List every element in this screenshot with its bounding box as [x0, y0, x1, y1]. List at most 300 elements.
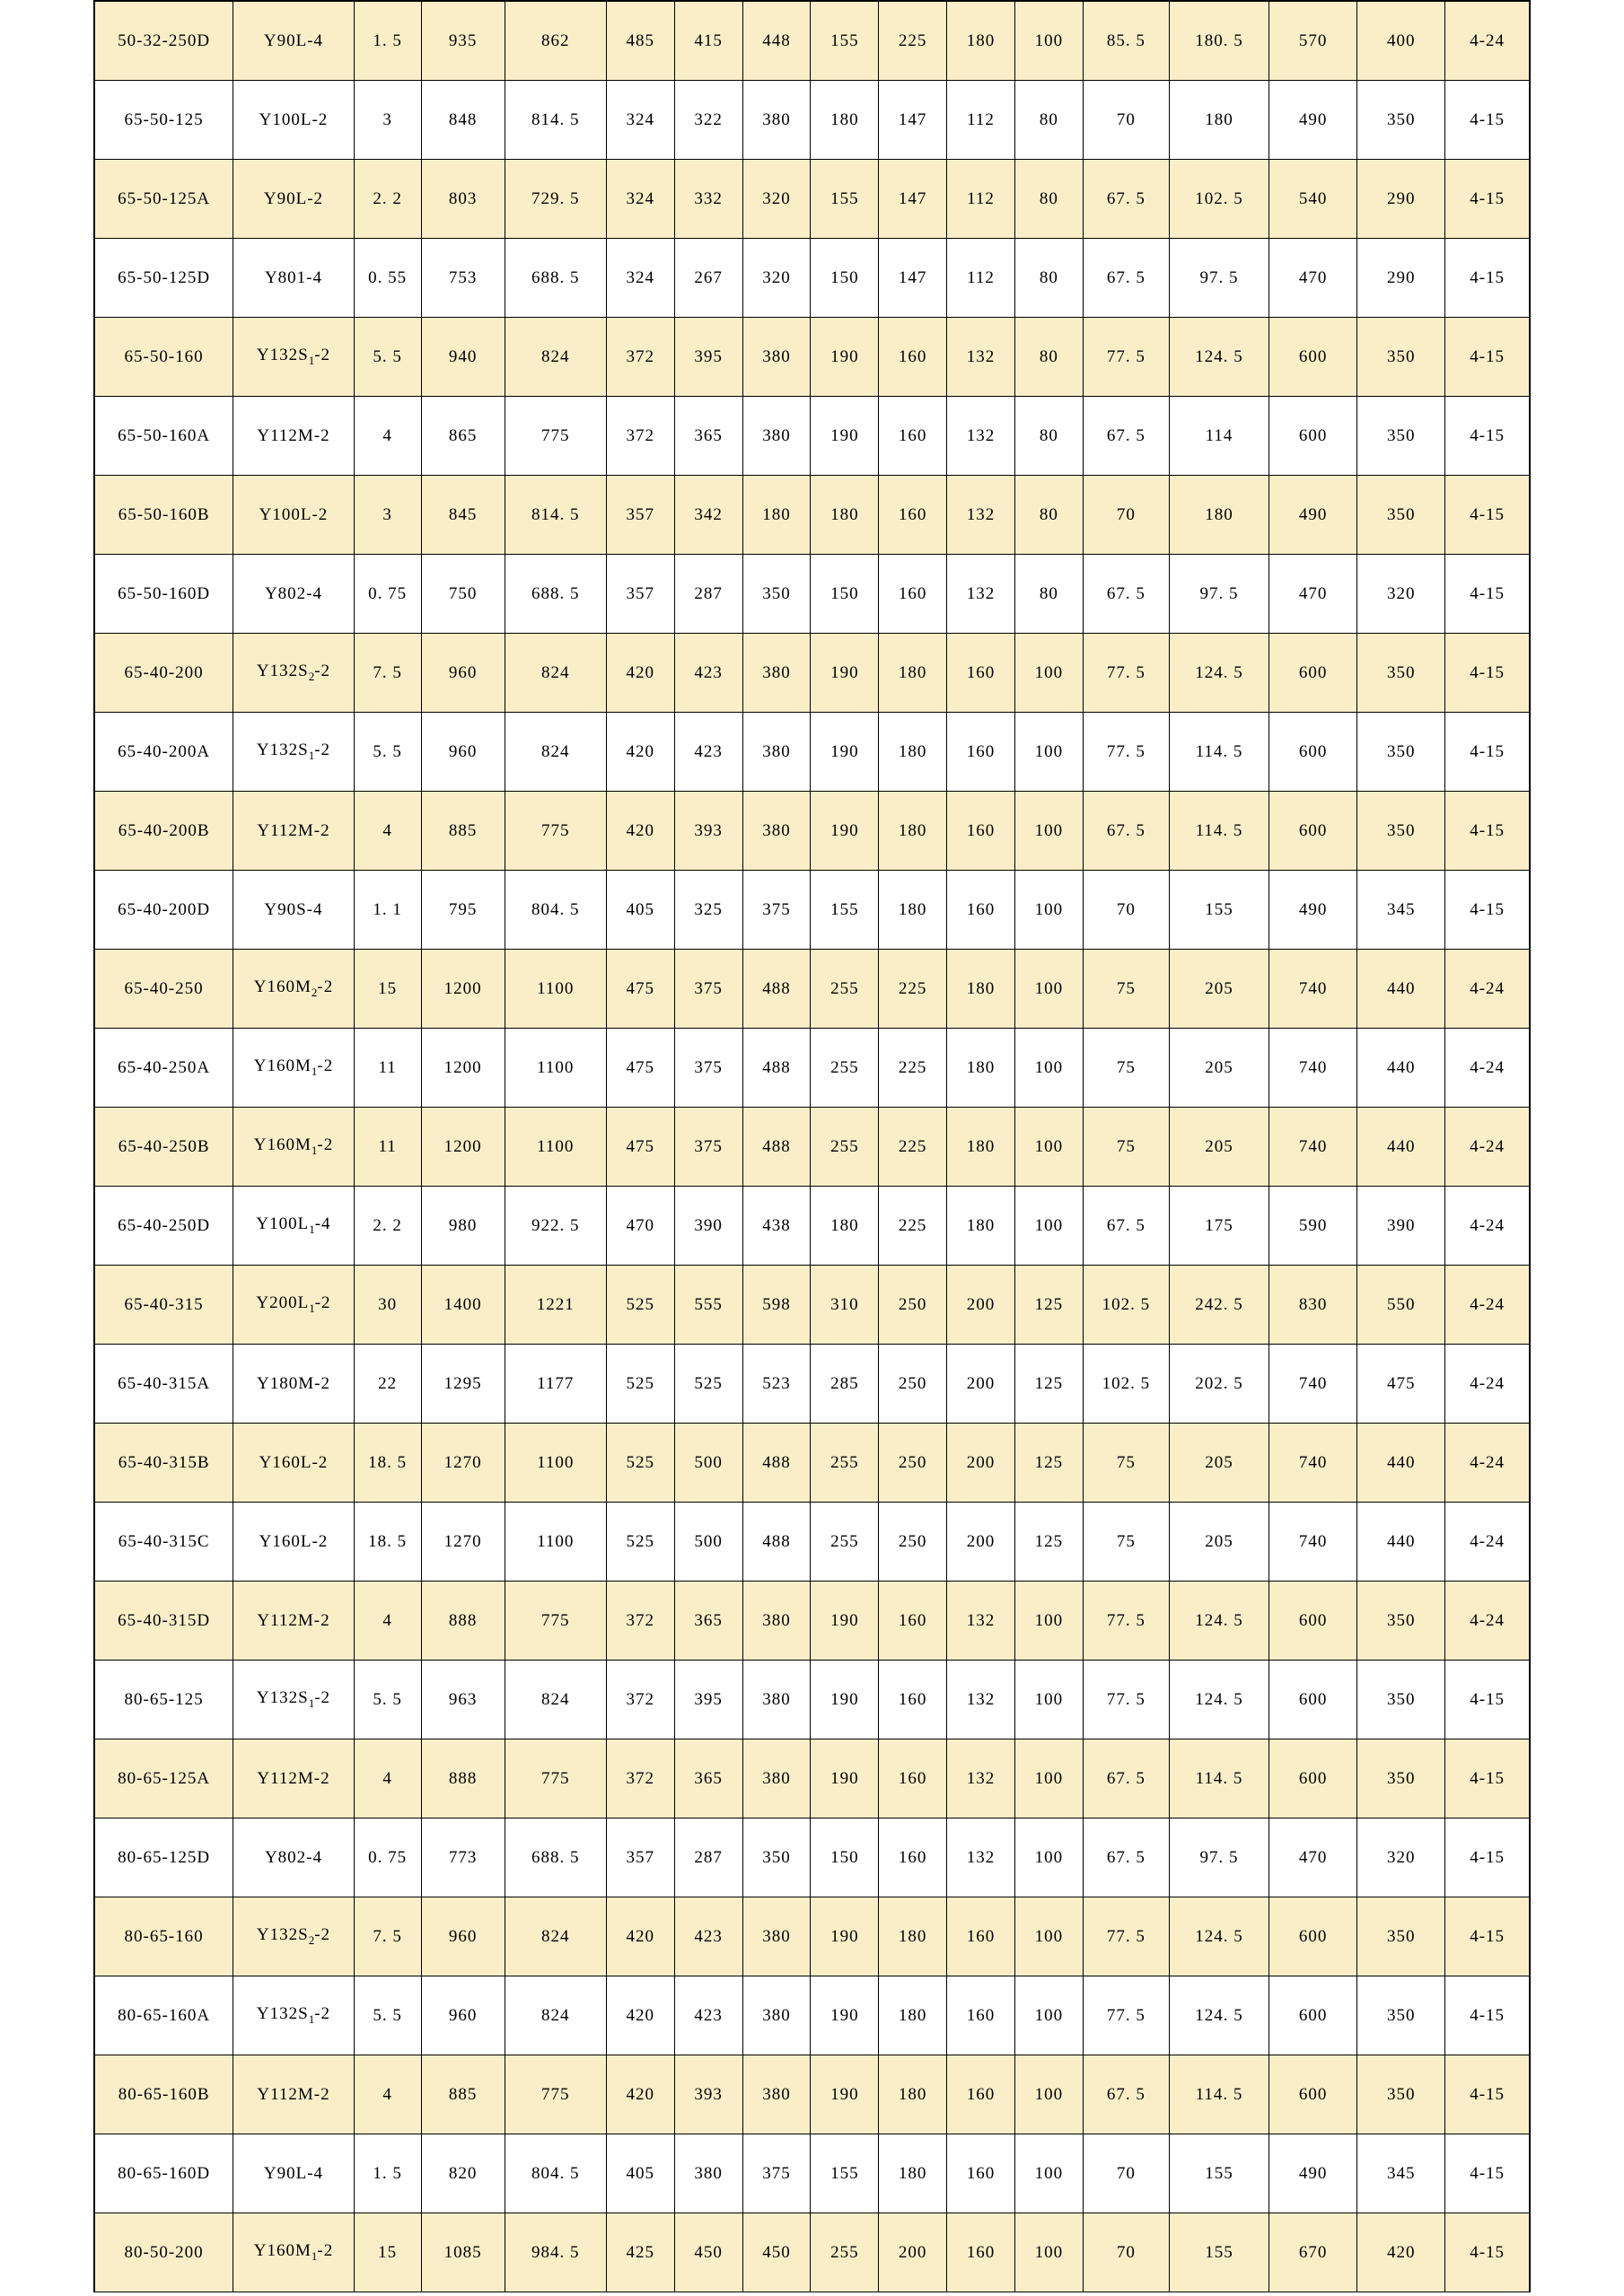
cell-dim_b: 1177: [505, 1345, 606, 1424]
cell-dim_f: 180: [811, 81, 879, 160]
cell-power_kw: 1. 5: [354, 2134, 421, 2213]
cell-model: 65-40-200A: [94, 713, 233, 792]
cell-bolts: 4-24: [1445, 1187, 1530, 1266]
cell-power_kw: 4: [354, 1582, 421, 1661]
cell-dim_k: 97. 5: [1169, 239, 1268, 318]
cell-dim_k: 102. 5: [1169, 160, 1268, 239]
cell-dim_m: 550: [1357, 1266, 1445, 1345]
cell-dim_i: 80: [1014, 81, 1083, 160]
cell-dim_c: 357: [606, 476, 674, 555]
cell-dim_l: 600: [1269, 634, 1357, 713]
cell-dim_e: 450: [742, 2213, 811, 2292]
cell-dim_j: 75: [1083, 1029, 1169, 1108]
cell-dim_a: 1200: [421, 1108, 505, 1187]
cell-dim_l: 470: [1269, 239, 1357, 318]
cell-dim_a: 845: [421, 476, 505, 555]
cell-dim_k: 205: [1169, 1029, 1268, 1108]
table-row: [94, 1740, 1530, 1818]
cell-dim_a: 980: [421, 1187, 505, 1266]
cell-dim_f: 180: [811, 1187, 879, 1266]
cell-power_kw: 5. 5: [354, 1976, 421, 2055]
cell-dim_a: 960: [421, 713, 505, 792]
cell-dim_i: 100: [1014, 1897, 1083, 1976]
cell-motor: Y802-4: [233, 1818, 355, 1897]
cell-model: 65-50-125A: [94, 160, 233, 239]
cell-dim_b: 814. 5: [505, 476, 606, 555]
cell-dim_l: 740: [1269, 1424, 1357, 1503]
cell-dim_k: 155: [1169, 2213, 1268, 2292]
cell-bolts: 4-15: [1445, 476, 1530, 555]
cell-dim_d: 393: [674, 2055, 742, 2134]
cell-dim_h: 132: [947, 1661, 1015, 1740]
cell-model: 65-40-250D: [94, 1187, 233, 1266]
cell-dim_k: 242. 5: [1169, 1266, 1268, 1345]
cell-dim_k: 205: [1169, 1108, 1268, 1187]
table-row: [94, 239, 1530, 318]
cell-dim_i: 100: [1014, 1661, 1083, 1740]
cell-dim_i: 100: [1014, 713, 1083, 792]
cell-dim_c: 525: [606, 1266, 674, 1345]
table-row: [94, 397, 1530, 476]
cell-dim_m: 440: [1357, 1503, 1445, 1582]
table-row: [94, 713, 1530, 792]
cell-bolts: 4-15: [1445, 318, 1530, 397]
cell-dim_d: 322: [674, 81, 742, 160]
cell-bolts: 4-24: [1445, 1582, 1530, 1661]
cell-dim_g: 250: [879, 1266, 947, 1345]
table-row: [94, 1108, 1530, 1187]
cell-dim_l: 490: [1269, 476, 1357, 555]
cell-dim_f: 155: [811, 871, 879, 950]
cell-dim_m: 350: [1357, 713, 1445, 792]
cell-dim_d: 395: [674, 1661, 742, 1740]
cell-dim_c: 475: [606, 950, 674, 1029]
cell-dim_c: 475: [606, 1108, 674, 1187]
cell-dim_a: 960: [421, 1976, 505, 2055]
cell-dim_c: 372: [606, 397, 674, 476]
cell-dim_g: 250: [879, 1424, 947, 1503]
cell-dim_i: 80: [1014, 318, 1083, 397]
cell-power_kw: 1. 1: [354, 871, 421, 950]
cell-dim_k: 114: [1169, 397, 1268, 476]
cell-dim_f: 155: [811, 2134, 879, 2213]
cell-dim_b: 775: [505, 792, 606, 871]
cell-dim_e: 380: [742, 792, 811, 871]
cell-power_kw: 22: [354, 1345, 421, 1424]
cell-dim_l: 600: [1269, 1661, 1357, 1740]
cell-bolts: 4-15: [1445, 792, 1530, 871]
table-row: [94, 1897, 1530, 1976]
cell-dim_g: 180: [879, 2134, 947, 2213]
cell-dim_j: 70: [1083, 2213, 1169, 2292]
cell-dim_g: 160: [879, 1740, 947, 1818]
cell-dim_a: 848: [421, 81, 505, 160]
cell-dim_b: 1221: [505, 1266, 606, 1345]
cell-dim_e: 380: [742, 1582, 811, 1661]
cell-dim_l: 830: [1269, 1266, 1357, 1345]
cell-dim_j: 67. 5: [1083, 1187, 1169, 1266]
cell-power_kw: 0. 75: [354, 1818, 421, 1897]
cell-dim_d: 423: [674, 634, 742, 713]
cell-dim_b: 984. 5: [505, 2213, 606, 2292]
cell-dim_j: 85. 5: [1083, 1, 1169, 81]
cell-dim_l: 600: [1269, 2055, 1357, 2134]
cell-dim_b: 1100: [505, 1029, 606, 1108]
cell-dim_k: 124. 5: [1169, 1976, 1268, 2055]
cell-dim_b: 688. 5: [505, 239, 606, 318]
cell-power_kw: 18. 5: [354, 1503, 421, 1582]
cell-dim_g: 147: [879, 160, 947, 239]
cell-model: 65-40-315B: [94, 1424, 233, 1503]
cell-dim_g: 225: [879, 1, 947, 81]
cell-dim_i: 100: [1014, 1740, 1083, 1818]
cell-dim_e: 320: [742, 160, 811, 239]
cell-dim_j: 67. 5: [1083, 397, 1169, 476]
cell-dim_g: 180: [879, 1897, 947, 1976]
cell-dim_f: 190: [811, 1582, 879, 1661]
cell-dim_h: 160: [947, 2213, 1015, 2292]
cell-dim_j: 75: [1083, 1424, 1169, 1503]
cell-power_kw: 4: [354, 792, 421, 871]
cell-dim_m: 345: [1357, 871, 1445, 950]
cell-power_kw: 3: [354, 476, 421, 555]
cell-dim_c: 425: [606, 2213, 674, 2292]
cell-dim_c: 420: [606, 2055, 674, 2134]
cell-dim_j: 75: [1083, 1503, 1169, 1582]
cell-dim_c: 420: [606, 634, 674, 713]
cell-dim_f: 150: [811, 555, 879, 634]
cell-dim_h: 160: [947, 713, 1015, 792]
cell-dim_i: 80: [1014, 476, 1083, 555]
cell-dim_f: 190: [811, 2055, 879, 2134]
cell-model: 80-65-160D: [94, 2134, 233, 2213]
cell-dim_f: 285: [811, 1345, 879, 1424]
cell-dim_d: 423: [674, 1976, 742, 2055]
cell-dim_f: 255: [811, 1029, 879, 1108]
cell-dim_e: 350: [742, 555, 811, 634]
cell-dim_h: 160: [947, 871, 1015, 950]
cell-dim_l: 600: [1269, 1582, 1357, 1661]
table-row: [94, 1661, 1530, 1740]
cell-dim_m: 390: [1357, 1187, 1445, 1266]
cell-model: 65-50-160: [94, 318, 233, 397]
cell-motor: Y180M-2: [233, 1345, 355, 1424]
cell-dim_a: 820: [421, 2134, 505, 2213]
cell-dim_i: 100: [1014, 1976, 1083, 2055]
cell-dim_f: 190: [811, 792, 879, 871]
cell-dim_c: 525: [606, 1345, 674, 1424]
cell-dim_h: 132: [947, 1818, 1015, 1897]
cell-dim_a: 1400: [421, 1266, 505, 1345]
cell-dim_m: 350: [1357, 81, 1445, 160]
cell-bolts: 4-24: [1445, 1108, 1530, 1187]
cell-dim_h: 132: [947, 555, 1015, 634]
cell-dim_b: 804. 5: [505, 2134, 606, 2213]
cell-dim_d: 390: [674, 1187, 742, 1266]
cell-model: 65-40-250B: [94, 1108, 233, 1187]
cell-dim_e: 488: [742, 1108, 811, 1187]
cell-dim_e: 380: [742, 1976, 811, 2055]
cell-dim_g: 250: [879, 1503, 947, 1582]
cell-dim_h: 160: [947, 2134, 1015, 2213]
cell-model: 50-32-250D: [94, 1, 233, 81]
cell-dim_c: 420: [606, 1976, 674, 2055]
cell-motor: $Y132S_2-2$: [233, 1897, 355, 1976]
cell-model: 65-50-125D: [94, 239, 233, 318]
cell-dim_f: 190: [811, 318, 879, 397]
cell-dim_g: 180: [879, 713, 947, 792]
cell-dim_l: 490: [1269, 81, 1357, 160]
cell-dim_b: 775: [505, 1582, 606, 1661]
cell-dim_a: 753: [421, 239, 505, 318]
cell-model: 65-40-200B: [94, 792, 233, 871]
cell-dim_b: 1100: [505, 1108, 606, 1187]
cell-dim_f: 190: [811, 713, 879, 792]
cell-bolts: 4-15: [1445, 160, 1530, 239]
cell-power_kw: 5. 5: [354, 318, 421, 397]
table-row: [94, 792, 1530, 871]
cell-bolts: 4-15: [1445, 1740, 1530, 1818]
table-row: [94, 1976, 1530, 2055]
cell-dim_i: 100: [1014, 950, 1083, 1029]
cell-dim_c: 405: [606, 871, 674, 950]
cell-dim_g: 180: [879, 792, 947, 871]
cell-dim_j: 67. 5: [1083, 792, 1169, 871]
cell-motor: $Y132S_2-2$: [233, 634, 355, 713]
cell-dim_d: 287: [674, 555, 742, 634]
cell-dim_b: 814. 5: [505, 81, 606, 160]
cell-dim_j: 67. 5: [1083, 2055, 1169, 2134]
cell-dim_e: 380: [742, 397, 811, 476]
cell-dim_m: 350: [1357, 1740, 1445, 1818]
cell-dim_k: 124. 5: [1169, 1661, 1268, 1740]
cell-dim_a: 885: [421, 2055, 505, 2134]
cell-dim_k: 205: [1169, 1424, 1268, 1503]
cell-model: 80-65-125D: [94, 1818, 233, 1897]
cell-dim_h: 132: [947, 1740, 1015, 1818]
cell-dim_m: 440: [1357, 1029, 1445, 1108]
cell-dim_l: 600: [1269, 1897, 1357, 1976]
cell-dim_j: 77. 5: [1083, 713, 1169, 792]
pump-specification-table: [93, 0, 1531, 2292]
cell-dim_f: 190: [811, 1897, 879, 1976]
cell-bolts: 4-15: [1445, 713, 1530, 792]
cell-power_kw: 7. 5: [354, 1897, 421, 1976]
cell-dim_k: 205: [1169, 1503, 1268, 1582]
cell-dim_l: 490: [1269, 2134, 1357, 2213]
cell-bolts: 4-15: [1445, 871, 1530, 950]
cell-dim_j: 67. 5: [1083, 1818, 1169, 1897]
cell-dim_m: 345: [1357, 2134, 1445, 2213]
cell-dim_m: 350: [1357, 1582, 1445, 1661]
cell-dim_j: 67. 5: [1083, 160, 1169, 239]
cell-dim_b: 729. 5: [505, 160, 606, 239]
cell-motor: $Y160M_2-2$: [233, 950, 355, 1029]
cell-dim_k: 124. 5: [1169, 318, 1268, 397]
cell-dim_j: 75: [1083, 1108, 1169, 1187]
cell-dim_m: 440: [1357, 1424, 1445, 1503]
cell-dim_f: 310: [811, 1266, 879, 1345]
cell-motor: Y90L-4: [233, 2134, 355, 2213]
cell-dim_d: 415: [674, 1, 742, 81]
cell-dim_k: 180. 5: [1169, 1, 1268, 81]
cell-power_kw: 18. 5: [354, 1424, 421, 1503]
cell-dim_k: 114. 5: [1169, 713, 1268, 792]
cell-dim_f: 150: [811, 239, 879, 318]
cell-bolts: 4-15: [1445, 397, 1530, 476]
cell-dim_i: 80: [1014, 239, 1083, 318]
cell-dim_g: 160: [879, 1661, 947, 1740]
cell-dim_j: 70: [1083, 81, 1169, 160]
cell-power_kw: 30: [354, 1266, 421, 1345]
cell-motor: Y112M-2: [233, 1740, 355, 1818]
cell-dim_e: 350: [742, 1818, 811, 1897]
cell-dim_m: 440: [1357, 1108, 1445, 1187]
cell-dim_c: 470: [606, 1187, 674, 1266]
cell-dim_f: 155: [811, 160, 879, 239]
cell-dim_d: 525: [674, 1345, 742, 1424]
cell-dim_k: 124. 5: [1169, 634, 1268, 713]
cell-dim_l: 600: [1269, 318, 1357, 397]
cell-dim_l: 590: [1269, 1187, 1357, 1266]
cell-dim_f: 190: [811, 397, 879, 476]
cell-dim_g: 160: [879, 1582, 947, 1661]
table-row: [94, 81, 1530, 160]
cell-dim_m: 290: [1357, 160, 1445, 239]
cell-dim_e: 438: [742, 1187, 811, 1266]
cell-dim_b: 688. 5: [505, 555, 606, 634]
cell-dim_d: 423: [674, 713, 742, 792]
table-row: [94, 160, 1530, 239]
table-row: [94, 1345, 1530, 1424]
table-row: [94, 2055, 1530, 2134]
cell-bolts: 4-15: [1445, 2213, 1530, 2292]
cell-dim_d: 395: [674, 318, 742, 397]
cell-dim_d: 555: [674, 1266, 742, 1345]
cell-model: 65-50-160B: [94, 476, 233, 555]
cell-dim_e: 380: [742, 1897, 811, 1976]
cell-dim_b: 775: [505, 2055, 606, 2134]
cell-power_kw: 2. 2: [354, 1187, 421, 1266]
cell-dim_e: 488: [742, 1029, 811, 1108]
cell-dim_g: 225: [879, 1187, 947, 1266]
cell-dim_d: 342: [674, 476, 742, 555]
cell-dim_b: 1100: [505, 1503, 606, 1582]
cell-dim_d: 365: [674, 397, 742, 476]
cell-dim_b: 824: [505, 318, 606, 397]
cell-dim_d: 267: [674, 239, 742, 318]
cell-dim_g: 180: [879, 1976, 947, 2055]
cell-dim_c: 420: [606, 713, 674, 792]
cell-motor: Y112M-2: [233, 1582, 355, 1661]
cell-dim_b: 688. 5: [505, 1818, 606, 1897]
table-row: [94, 2213, 1530, 2292]
cell-model: 65-40-200: [94, 634, 233, 713]
cell-dim_j: 77. 5: [1083, 1661, 1169, 1740]
cell-bolts: 4-24: [1445, 950, 1530, 1029]
cell-dim_h: 132: [947, 397, 1015, 476]
cell-motor: Y100L-2: [233, 81, 355, 160]
cell-motor: Y802-4: [233, 555, 355, 634]
cell-dim_i: 125: [1014, 1424, 1083, 1503]
cell-dim_h: 132: [947, 318, 1015, 397]
cell-dim_d: 375: [674, 950, 742, 1029]
cell-dim_d: 325: [674, 871, 742, 950]
cell-dim_a: 1270: [421, 1503, 505, 1582]
cell-dim_l: 740: [1269, 950, 1357, 1029]
cell-dim_a: 885: [421, 792, 505, 871]
cell-motor: Y112M-2: [233, 397, 355, 476]
cell-motor: Y90L-2: [233, 160, 355, 239]
cell-dim_g: 160: [879, 476, 947, 555]
cell-dim_f: 255: [811, 1424, 879, 1503]
cell-motor: $Y132S_1-2$: [233, 713, 355, 792]
cell-dim_d: 375: [674, 1108, 742, 1187]
cell-dim_e: 380: [742, 713, 811, 792]
cell-dim_e: 488: [742, 950, 811, 1029]
cell-dim_e: 380: [742, 1740, 811, 1818]
cell-dim_i: 125: [1014, 1345, 1083, 1424]
cell-dim_j: 102. 5: [1083, 1345, 1169, 1424]
table-body: [94, 1, 1530, 2292]
cell-dim_c: 525: [606, 1503, 674, 1582]
cell-motor: $Y132S_1-2$: [233, 1976, 355, 2055]
cell-dim_b: 824: [505, 1661, 606, 1740]
cell-dim_m: 475: [1357, 1345, 1445, 1424]
cell-dim_g: 225: [879, 950, 947, 1029]
cell-dim_a: 1270: [421, 1424, 505, 1503]
cell-motor: $Y160M_1-2$: [233, 1029, 355, 1108]
cell-dim_k: 180: [1169, 81, 1268, 160]
cell-dim_c: 372: [606, 1661, 674, 1740]
cell-dim_m: 420: [1357, 2213, 1445, 2292]
cell-dim_k: 124. 5: [1169, 1582, 1268, 1661]
cell-dim_h: 160: [947, 634, 1015, 713]
cell-dim_e: 448: [742, 1, 811, 81]
table-row: [94, 1424, 1530, 1503]
cell-power_kw: 5. 5: [354, 713, 421, 792]
cell-power_kw: 4: [354, 2055, 421, 2134]
cell-dim_f: 155: [811, 1, 879, 81]
cell-dim_g: 160: [879, 397, 947, 476]
cell-bolts: 4-15: [1445, 1897, 1530, 1976]
cell-dim_i: 125: [1014, 1266, 1083, 1345]
table-row: [94, 1029, 1530, 1108]
cell-dim_k: 114. 5: [1169, 792, 1268, 871]
cell-dim_h: 200: [947, 1503, 1015, 1582]
cell-dim_c: 357: [606, 1818, 674, 1897]
cell-dim_e: 488: [742, 1503, 811, 1582]
cell-dim_c: 324: [606, 239, 674, 318]
cell-model: 65-50-160D: [94, 555, 233, 634]
cell-dim_l: 740: [1269, 1345, 1357, 1424]
cell-dim_g: 225: [879, 1029, 947, 1108]
cell-dim_c: 475: [606, 1029, 674, 1108]
cell-motor: Y801-4: [233, 239, 355, 318]
cell-dim_m: 320: [1357, 1818, 1445, 1897]
cell-motor: $Y160M_1-2$: [233, 2213, 355, 2292]
cell-dim_j: 70: [1083, 476, 1169, 555]
cell-dim_g: 250: [879, 1345, 947, 1424]
cell-model: 65-40-200D: [94, 871, 233, 950]
cell-dim_i: 100: [1014, 792, 1083, 871]
cell-dim_b: 1100: [505, 950, 606, 1029]
cell-power_kw: 7. 5: [354, 634, 421, 713]
cell-dim_e: 380: [742, 1661, 811, 1740]
cell-dim_f: 190: [811, 1976, 879, 2055]
cell-dim_k: 155: [1169, 871, 1268, 950]
cell-dim_e: 598: [742, 1266, 811, 1345]
